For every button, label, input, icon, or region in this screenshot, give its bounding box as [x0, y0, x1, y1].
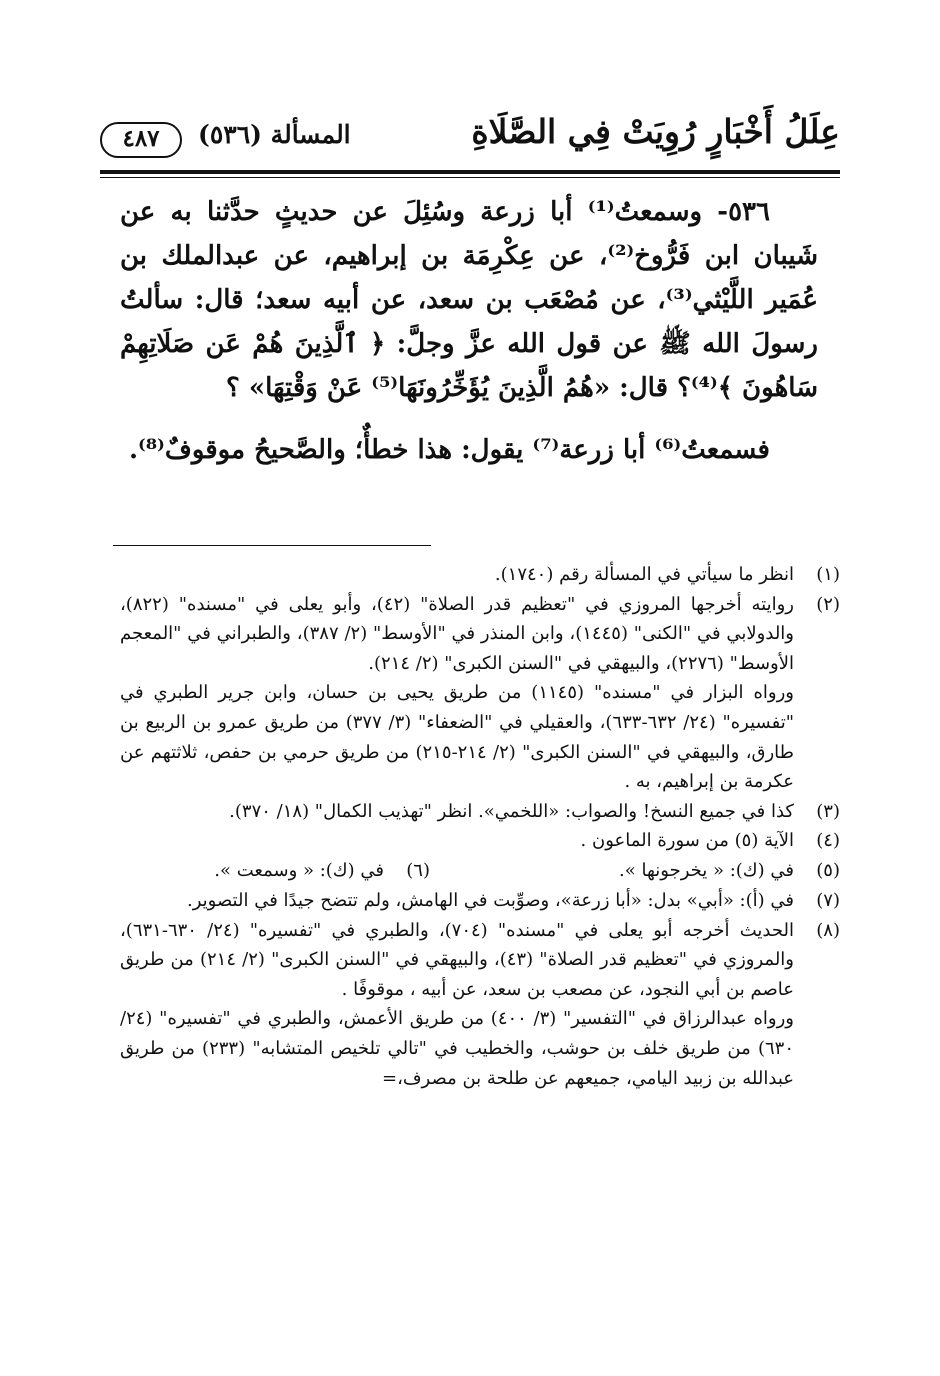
footnote-text: في (أ): «أبي» بدل: «أبا زرعة»، وصوِّبت في الهامش، ولم تتضح جيدًا في التصوير. — [186, 889, 794, 911]
footnotes — [120, 560, 840, 1093]
main-paragraph: ٥٣٦- وسمعتُ⁽¹⁾ أبا زرعة وسُئِلَ عن حديثٍ حدَّثنا به عن شَيبان ابن فَرُّوخ⁽²⁾، عن عِكْرِمَة بن إبراهيم، عن عبدالملك بن عُمَير اللَّيْثي⁽³⁾، عن مُصْعَب بن سعد، عن أبيه سعد؛ قال: سألتُ رسولَ الله ﷺ عن قول الله عزَّ وجلَّ: ﴿ ٱلَّذِينَ هُمْ عَن صَلَاتِهِمْ سَاهُونَ ﴾⁽⁴⁾؟ قال: «هُمُ الَّذِينَ يُؤَخِّرُونَهَا⁽⁵⁾ عَنْ وَقْتِهَا» ؟ — [120, 197, 818, 403]
header-rule-thin — [100, 177, 840, 178]
footnote-text: انظر ما سيأتي في المسألة رقم (١٧٤٠). — [494, 564, 794, 585]
footnote-text: الحديث أخرجه أبو يعلى في "مسنده" (٧٠٤)، والطبري في "تفسيره" (٢٤/ ٦٣٠-٦٣١)، والمروزي في "تعظيم قدر الصلاة" (٤٣)، والبيهقي في "السنن الكبرى" (٢/ ٢١٤) من طريق عاصم بن أبي النجود، عن مصعب بن سعد، عن أبيه ، موقوفًا . — [120, 919, 794, 1000]
footnote-8-continuation: ورواه عبدالرزاق في "التفسير" (٣/ ٤٠٠) من طريق الأعمش، والطبري في "تفسيره" (٢٤/ ٦٣٠) من طريق خلف بن حوشب، والخطيب في "تالي تلخيص المتشابه" (٢٣٣) من طريق عبدالله بن زبيد اليامي، جميعهم عن طلحة بن مصرف،= — [120, 1008, 794, 1089]
issue-label: المسألة (٥٣٦) — [198, 120, 351, 149]
main-paragraph-conclusion: فسمعتُ⁽⁶⁾ أبا زرعة⁽⁷⁾ يقول: هذا خطأٌ؛ والصَّحيحُ موقوفٌ⁽⁸⁾. — [128, 435, 770, 465]
footnote-4 — [120, 826, 840, 856]
footnote-2-continuation: ورواه البزار في "مسنده" (١١٤٥) من طريق يحيى بن حسان، وابن جرير الطبري في "تفسيره" (٢٤/ ٦٣٢-٦٣٣)، والعقيلي في "الضعفاء" (٣/ ٣٧٧) من طريق عمرو بن الربيع بن طارق، والبيهقي في "السنن الكبرى" (٢/ ٢١٤-٢١٥) من طريق حرمي بن حفص، ثلاثتهم عن عكرمة بن إبراهيم، به . — [120, 682, 794, 793]
footnote-number: (٢) — [816, 593, 840, 615]
footnote-text: في (ك): « يخرجونها ». — [619, 859, 794, 881]
footnote-number: (٧) — [816, 889, 840, 911]
footnote-number: (٦) — [406, 859, 430, 881]
footnote-3 — [120, 797, 840, 827]
page-header — [100, 112, 840, 164]
footnote-text: كذا في جميع النسخ! والصواب: «اللخمي». انظر "تهذيب الكمال" (١٨/ ٣٧٠). — [229, 800, 794, 822]
footnote-number: (٤) — [816, 830, 840, 852]
footnote-7 — [120, 886, 840, 916]
footnote-number: (٥) — [816, 859, 840, 881]
footnote-2 — [120, 590, 840, 679]
footnote-number: (١) — [816, 564, 840, 585]
book-title: عِلَلُ أَخْبَارٍ رُوِيَتْ فِي الصَّلَاةِ — [471, 112, 840, 151]
footnote-8 — [120, 916, 840, 1005]
footnote-text: في (ك): « وسمعت ». — [214, 859, 384, 881]
footnote-text: روايته أخرجها المروزي في "تعظيم قدر الصلاة" (٤٢)، وأبو يعلى في "مسنده" (٨٢٢)، والدولابي في "الكنى" (١٤٤٥)، وابن المنذر في "الأوسط" (٢/ ٣٨٧)، والطبراني في "المعجم الأوسط" (٢٢٧٦)، والبيهقي في "السنن الكبرى" (٢/ ٢١٤). — [120, 593, 795, 674]
footnote-divider — [113, 545, 431, 546]
footnote-row-5-6 — [120, 856, 840, 886]
header-rule-thick — [100, 170, 840, 174]
footnote-number: (٣) — [816, 800, 840, 822]
page-number: ٤٨٧ — [100, 122, 182, 158]
footnote-text: الآية (٥) من سورة الماعون . — [580, 830, 794, 852]
footnote-1 — [120, 560, 840, 590]
footnote-number: (٨) — [816, 919, 840, 941]
main-text — [120, 190, 818, 472]
